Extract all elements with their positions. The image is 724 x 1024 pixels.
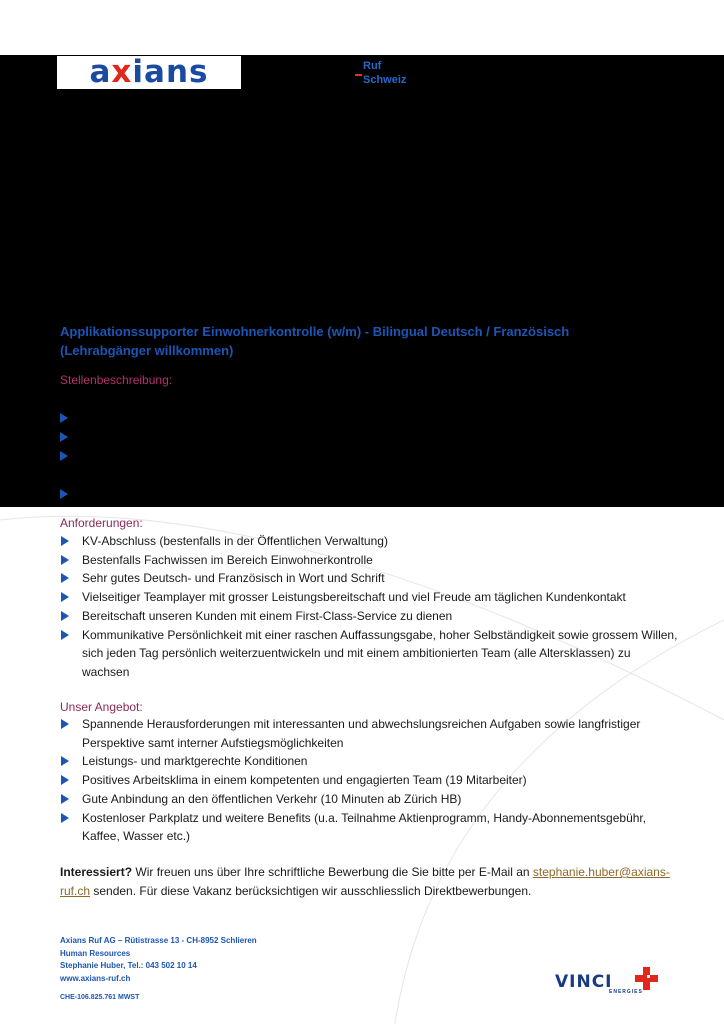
footer-department: Human Resources [60,948,131,958]
list-item-text: Bereitschaft unseren Kunden mit einem First-Class-Service zu dienen [82,608,453,623]
list-item [60,588,680,607]
email-link[interactable]: stephanie.huber@axians-ruf.ch [60,865,670,898]
cta-lead: Interessiert? [60,865,133,879]
list-item-text: Gute Anbindung an den öffentlichen Verkehr (10 Minuten ab Zürich HB) [82,791,462,806]
footer-contact [60,935,257,985]
vinci-sub: ENERGIES [609,989,643,995]
footer-address: Axians Ruf AG – Rütistrasse 13 - CH-8952 Schlieren [60,936,257,945]
list-item [60,771,680,790]
list-item [60,551,680,570]
bullet-icon [60,429,68,447]
list-item [60,752,680,771]
list-item [60,569,680,588]
bullet-icon [61,555,69,565]
list-item-text: KV-Abschluss (bestenfalls in der Öffentlichen Verwaltung) [82,534,388,548]
requirements-list [60,532,680,682]
bullet-icon [61,794,69,804]
bullet-icon [60,448,68,466]
list-item-text: Spannende Herausforderungen mit interessanten und abwechslungsreichen Aufgaben sowie langfristiger Perspektive samt interner Aufstiegsmöglichkeiten [82,717,641,750]
vinci-word: VINCI [555,972,613,992]
redacted-banner [0,55,724,507]
list-item [60,626,680,682]
list-item [60,790,680,809]
list-item-text: Sehr gutes Deutsch- und Französisch in Wort und Schrift [82,571,385,586]
job-title [60,322,660,360]
offer-list [60,715,680,846]
axians-logo: axians [57,56,241,89]
footer-contact-person: Stephanie Huber, Tel.: 043 502 10 14 [60,961,197,970]
list-item-text: Kostenloser Parkplatz und weitere Benefits (u.a. Teilnahme Aktienprogramm, Handy-Abonnementsgebühr, Kaffee, Wasser etc.) [82,810,647,844]
list-item-text: Kommunikative Persönlichkeit mit einer raschen Auffassungsgabe, hoher Selbständigkeit sowie grossem Willen, sich jeden Tag persönlich weiterzuentwickeln und mit einem ambitionierten Team (alle Altersklassen) zu wachsen [82,627,678,679]
footer-vat-number: CHE-106.825.761 MWST [60,994,140,1001]
description-label: Stellenbeschreibung: [60,373,173,387]
list-item [60,532,680,551]
application-call-to-action [60,863,690,901]
bullet-icon [60,486,68,504]
bullet-icon [61,813,69,823]
bullet-icon [61,573,69,583]
offer-heading: Unser Angebot: [60,700,143,714]
requirements-heading: Anforderungen: [60,516,143,530]
cta-text-2: senden. Für diese Vakanz berücksichtigen wir ausschliesslich Direktbewerbungen. [90,884,532,898]
brand-line-ruf: Ruf [363,60,382,72]
job-title-line1: Applikationssupporter Einwohnerkontrolle (w/m) - Bilingual Deutsch / Französisch [60,324,570,339]
bullet-icon [61,775,69,785]
brand-dash [355,74,362,76]
bullet-icon [61,536,69,546]
cta-text-1: Wir freuen uns über Ihre schriftliche Bewerbung die Sie bitte per E-Mail an [132,865,533,879]
bullet-icon [61,592,69,602]
bullet-icon [61,630,69,640]
list-item [60,607,680,626]
brand-line-schweiz: Schweiz [363,74,407,86]
list-item [60,715,680,752]
brand-subtitle [363,59,406,87]
footer-website[interactable]: www.axians-ruf.ch [60,973,131,983]
list-item-text: Leistungs- und marktgerechte Konditionen [82,754,308,769]
bullet-icon [61,611,69,621]
bullet-icon [61,756,69,766]
list-item-text: Bestenfalls Fachwissen im Bereich Einwohnerkontrolle [82,552,373,567]
bullet-icon [61,719,69,729]
list-item [60,809,680,846]
bullet-icon [60,410,68,428]
job-title-line2: (Lehrabgänger willkommen) [60,343,234,358]
list-item-text: Vielseitiger Teamplayer mit grosser Leistungsbereitschaft und viel Freude am täglichen Kundenkontakt [82,590,626,605]
vinci-energies-logo [555,965,665,1000]
list-item-text: Positives Arbeitsklima in einem kompetenten und engagierten Team (19 Mitarbeiter) [82,773,527,788]
